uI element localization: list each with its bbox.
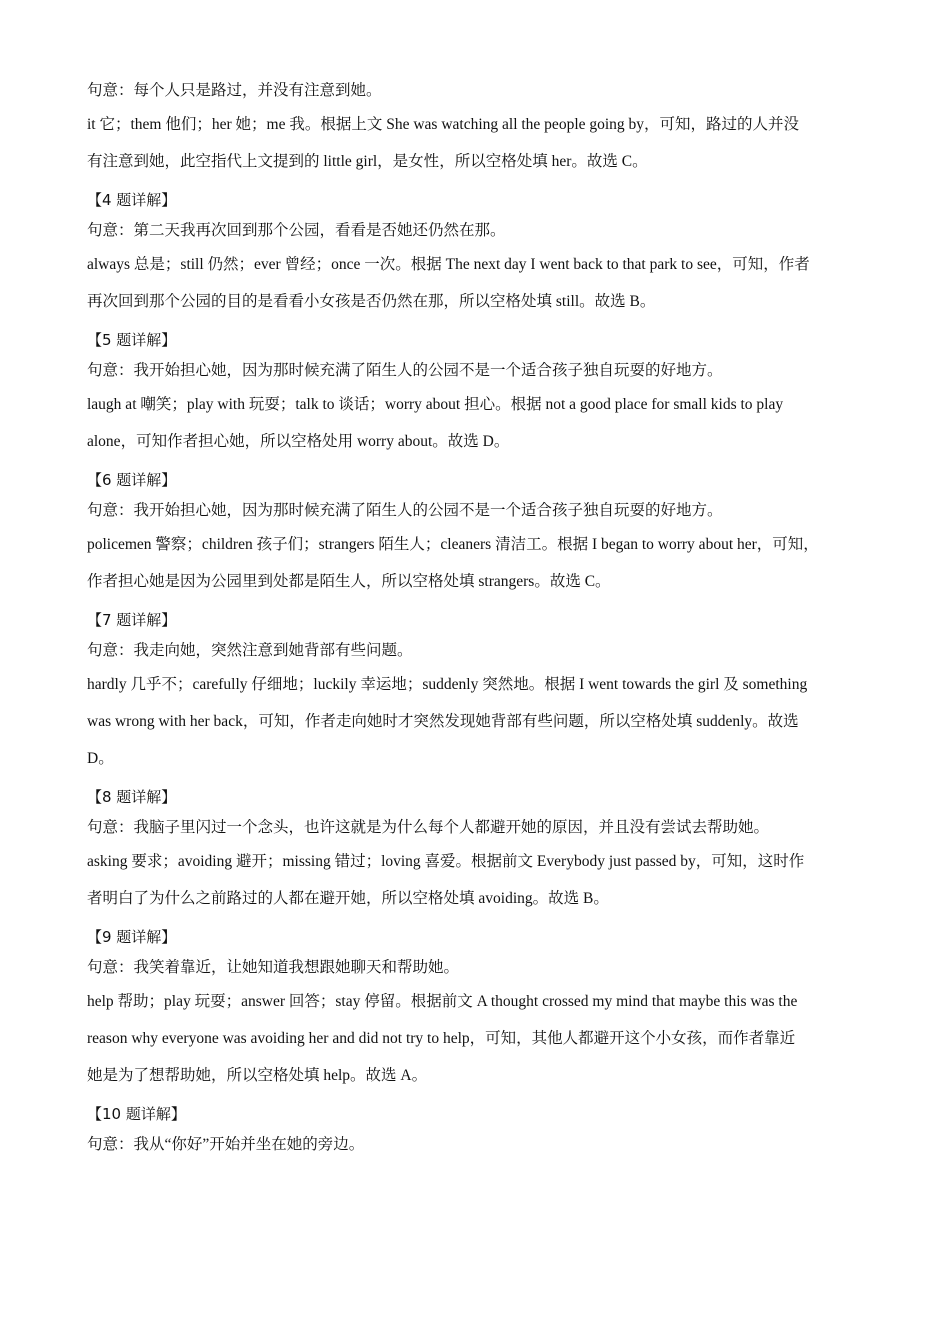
text-line: hardly 几乎不；carefully 仔细地；luckily 幸运地；suddenly 突然地。根据 I went towards the girl 及 something [87, 676, 808, 693]
section-heading-7: 【7 题详解】 [87, 611, 177, 629]
section-heading-5: 【5 题详解】 [87, 331, 177, 349]
text-line: D。 [87, 750, 114, 767]
text-line: 句意：第二天我再次回到那个公园，看看是否她还仍然在那。 [87, 222, 506, 239]
text-line: policemen 警察；children 孩子们；strangers 陌生人；cleaners 清洁工。根据 I began to worry about her，可知， [87, 536, 819, 553]
text-line: asking 要求；avoiding 避开；missing 错过；loving 喜爱。根据前文 Everybody just passed by，可知，这时作 [87, 853, 805, 870]
text-line: 句意：我从“你好”开始并坐在她的旁边。 [87, 1136, 365, 1153]
text-line: 再次回到那个公园的目的是看看小女孩是否仍然在那，所以空格处填 still。故选 B。 [87, 293, 656, 310]
text-line: 她是为了想帮助她，所以空格处填 help。故选 A。 [87, 1067, 428, 1084]
text-line: 句意：每个人只是路过，并没有注意到她。 [87, 82, 382, 99]
section-heading-9: 【9 题详解】 [87, 928, 177, 946]
text-line: 句意：我脑子里闪过一个念头，也许这就是为什么每个人都避开她的原因，并且没有尝试去帮助她。 [87, 819, 770, 836]
text-line: always 总是；still 仍然；ever 曾经；once 一次。根据 The next day I went back to that park to see，可知，作者 [87, 256, 810, 273]
text-line: was wrong with her back，可知，作者走向她时才突然发现她背部有些问题，所以空格处填 suddenly。故选 [87, 713, 799, 730]
text-line: help 帮助；play 玩耍；answer 回答；stay 停留。根据前文 A thought crossed my mind that maybe this was the [87, 993, 798, 1010]
section-heading-6: 【6 题详解】 [87, 471, 177, 489]
text-line: reason why everyone was avoiding her and did not try to help，可知，其他人都避开这个小女孩，而作者靠近 [87, 1030, 796, 1047]
section-heading-8: 【8 题详解】 [87, 788, 177, 806]
text-line: 句意：我开始担心她，因为那时候充满了陌生人的公园不是一个适合孩子独自玩耍的好地方。 [87, 362, 723, 379]
text-line: alone，可知作者担心她，所以空格处用 worry about。故选 D。 [87, 433, 510, 450]
document-page [87, 78, 867, 1166]
text-line: 句意：我笑着靠近，让她知道我想跟她聊天和帮助她。 [87, 959, 460, 976]
text-line: 句意：我开始担心她，因为那时候充满了陌生人的公园不是一个适合孩子独自玩耍的好地方。 [87, 502, 723, 519]
section-heading-10: 【10 题详解】 [87, 1105, 186, 1123]
text-line: 作者担心她是因为公园里到处都是陌生人，所以空格处填 strangers。故选 C。 [87, 573, 611, 590]
text-line: 有注意到她，此空指代上文提到的 little girl，是女性，所以空格处填 her。故选 C。 [87, 153, 648, 170]
text-line: laugh at 嘲笑；play with 玩耍；talk to 谈话；worry about 担心。根据 not a good place for small kids to play [87, 396, 784, 413]
text-line: it 它；them 他们；her 她；me 我。根据上文 She was watching all the people going by，可知，路过的人并没 [87, 116, 800, 133]
section-heading-4: 【4 题详解】 [87, 191, 177, 209]
text-line: 句意：我走向她，突然注意到她背部有些问题。 [87, 642, 413, 659]
text-line: 者明白了为什么之前路过的人都在避开她，所以空格处填 avoiding。故选 B。 [87, 890, 609, 907]
